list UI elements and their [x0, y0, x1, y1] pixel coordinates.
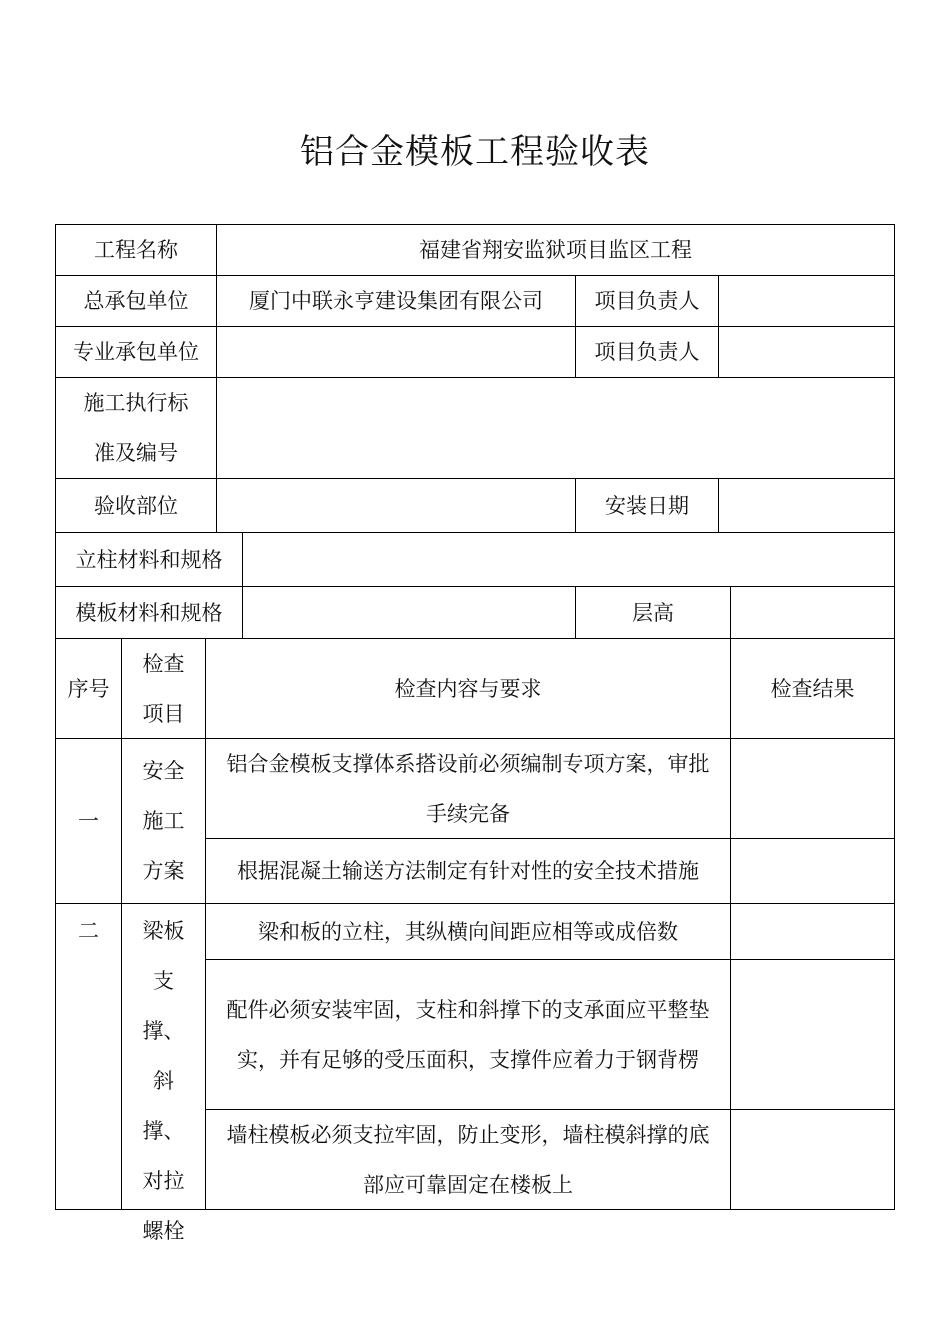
page-title: 铝合金模板工程验收表 [300, 132, 650, 172]
formwork-material-field[interactable] [242, 586, 576, 639]
header-seq: 序号 [55, 638, 122, 739]
specialty-contractor-field[interactable] [216, 326, 576, 378]
standard-field[interactable] [216, 377, 895, 479]
project-manager-label: 项目负责人 [575, 275, 719, 327]
project-manager-field[interactable] [718, 275, 895, 327]
section-1-seq: 一 [55, 738, 122, 904]
section-1-item: 安全施工方案 [121, 738, 206, 904]
column-material-label: 立柱材料和规格 [55, 532, 243, 587]
section-1-row-2-result[interactable] [730, 838, 895, 904]
header-content: 检查内容与要求 [205, 638, 731, 739]
section-2-row-1-content: 梁和板的立柱，其纵横向间距应相等或成倍数 [205, 903, 731, 960]
section-2-seq: 二 [55, 903, 122, 1210]
floor-height-label: 层高 [575, 586, 731, 639]
general-contractor-field[interactable]: 厦门中联永亨建设集团有限公司 [216, 275, 576, 327]
project-name-label: 工程名称 [55, 224, 217, 276]
acceptance-part-field[interactable] [216, 478, 576, 533]
section-1-row-1-result[interactable] [730, 738, 895, 839]
project-manager-label-2: 项目负责人 [575, 326, 719, 378]
formwork-material-label: 模板材料和规格 [55, 586, 243, 639]
install-date-label: 安装日期 [575, 478, 719, 533]
section-2-row-3-result[interactable] [730, 1109, 895, 1210]
section-2-row-2-result[interactable] [730, 959, 895, 1110]
acceptance-part-label: 验收部位 [55, 478, 217, 533]
section-2-row-3-content: 墙柱模板必须支拉牢固，防止变形，墙柱模斜撑的底部应可靠固定在楼板上 [205, 1109, 731, 1210]
general-contractor-label: 总承包单位 [55, 275, 217, 327]
install-date-field[interactable] [718, 478, 895, 533]
section-2-item: 梁板支撑、斜撑、对拉螺栓 [121, 903, 206, 1210]
section-2-row-2-content: 配件必须安装牢固，支柱和斜撑下的支承面应平整垫实，并有足够的受压面积，支撑件应着力于钢背楞 [205, 959, 731, 1110]
project-manager-field-2[interactable] [718, 326, 895, 378]
header-item: 检查项目 [121, 638, 206, 739]
section-1-row-2-content: 根据混凝土输送方法制定有针对性的安全技术措施 [205, 838, 731, 904]
column-material-field[interactable] [242, 532, 895, 587]
floor-height-field[interactable] [730, 586, 895, 639]
specialty-contractor-label: 专业承包单位 [55, 326, 217, 378]
header-result: 检查结果 [730, 638, 895, 739]
section-1-row-1-content: 铝合金模板支撑体系搭设前必须编制专项方案，审批手续完备 [205, 738, 731, 839]
project-name-field[interactable]: 福建省翔安监狱项目监区工程 [216, 224, 895, 276]
section-2-row-1-result[interactable] [730, 903, 895, 960]
standard-label: 施工执行标准及编号 [55, 377, 217, 479]
